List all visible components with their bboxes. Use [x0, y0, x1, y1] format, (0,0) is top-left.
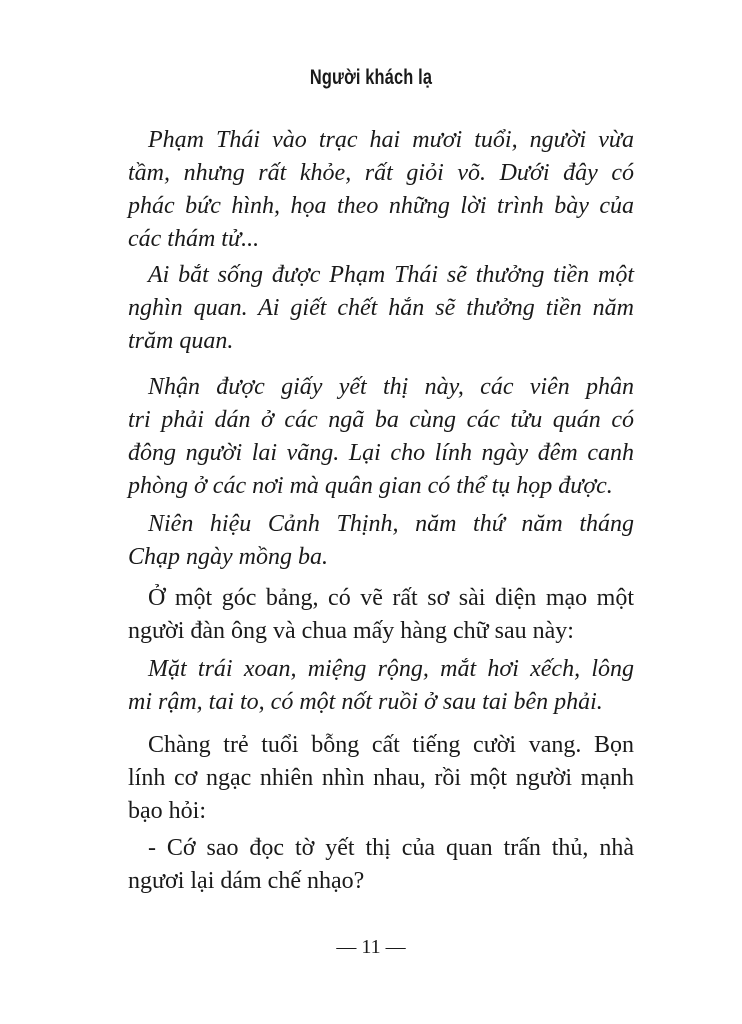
text-line: bạo hỏi: [128, 798, 206, 824]
paragraph [128, 259, 634, 358]
paragraph [128, 508, 634, 574]
text-line: mi rậm, tai to, có một nốt ruồi ở sau tai bên phải. [128, 689, 603, 715]
text-line: lính cơ ngạc nhiên nhìn nhau, rồi một người mạnh [128, 765, 634, 791]
text-line: - Cớ sao đọc tờ yết thị của quan trấn thủ, nhà [148, 835, 634, 861]
paragraph [128, 832, 634, 898]
text-line: Niên hiệu Cảnh Thịnh, năm thứ năm tháng [148, 511, 634, 537]
page-number: — 11 — [336, 936, 406, 958]
paragraph [128, 371, 634, 503]
text-line: tri phải dán ở các ngã ba cùng các tửu quán có [128, 407, 634, 433]
text-line: các thám tử... [128, 226, 260, 252]
text-line: tầm, nhưng rất khỏe, rất giỏi võ. Dưới đây có [128, 160, 634, 186]
text-line: phác bức hình, họa theo những lời trình bày của [128, 193, 634, 219]
text-line: đông người lai vãng. Lại cho lính ngày đêm canh [128, 440, 634, 466]
text-line: Nhận được giấy yết thị này, các viên phân [148, 374, 634, 400]
chapter-title: Người khách lạ [309, 66, 433, 89]
paragraph [128, 729, 634, 828]
text-line: Chạp ngày mồng ba. [128, 544, 328, 570]
paragraph [128, 124, 634, 256]
paragraph [128, 653, 634, 719]
text-line: Phạm Thái vào trạc hai mươi tuổi, người vừa [148, 127, 634, 153]
text-line: phòng ở các nơi mà quân gian có thể tụ họp được. [128, 473, 613, 499]
paragraph [128, 582, 634, 648]
text-line: nghìn quan. Ai giết chết hắn sẽ thưởng tiền năm [128, 295, 634, 321]
text-line: Ai bắt sống được Phạm Thái sẽ thưởng tiền một [148, 262, 634, 288]
text-line: Ở một góc bảng, có vẽ rất sơ sài diện mạo một [148, 585, 634, 611]
text-line: Chàng trẻ tuổi bỗng cất tiếng cười vang. Bọn [148, 732, 634, 758]
text-line: ngươi lại dám chế nhạo? [128, 868, 365, 894]
text-line: người đàn ông và chua mấy hàng chữ sau này: [128, 618, 574, 644]
text-line: Mặt trái xoan, miệng rộng, mắt hơi xếch, lông [148, 656, 634, 682]
text-line: trăm quan. [128, 328, 234, 354]
